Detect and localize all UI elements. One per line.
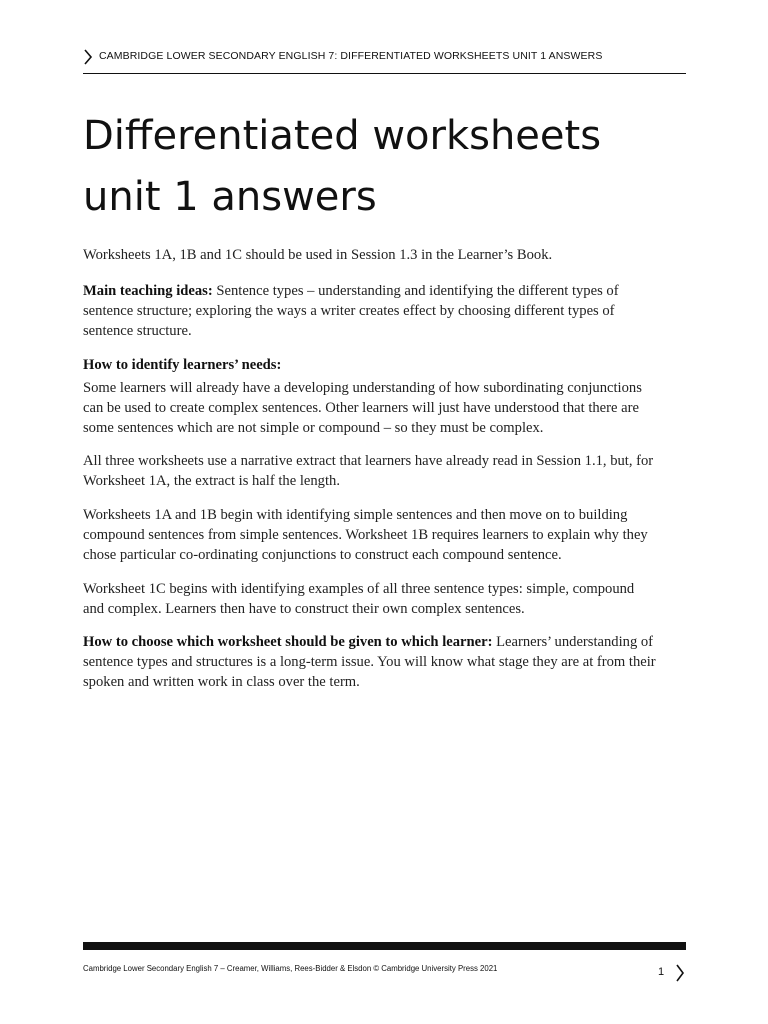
extract-paragraph: All three worksheets use a narrative extract that learners have already read in Session 1.1, but, for Worksheet 1A, the extract is half the length. <box>83 453 654 489</box>
main-teaching-ideas-label: Main teaching ideas: <box>83 283 213 299</box>
footer-rule <box>83 942 686 950</box>
running-header <box>83 47 686 74</box>
choose-worksheet-text: Learners’ understanding of sentence types and structures is a long-term issue. You will know what stage they are at from their spoken and written work in class over the term. <box>83 634 656 690</box>
needs-paragraph: Some learners will already have a developing understanding of how subordinating conjunctions can be used to create complex sentences. Other learners will just have understood that there are some sentences which are not simple or compound – so they must be complex. <box>83 380 642 436</box>
chevron-right-icon[interactable] <box>675 964 685 982</box>
page-title <box>83 106 683 228</box>
page-title-line-1: Differentiated worksheets <box>83 113 602 159</box>
page-number: 1 <box>658 966 665 978</box>
page-title-line-2: unit 1 answers <box>83 174 377 220</box>
worksheet-1c-paragraph: Worksheet 1C begins with identifying examples of all three sentence types: simple, compound and complex. Learners then have to construct their own complex sentences. <box>83 581 635 617</box>
choose-worksheet-label: How to choose which worksheet should be given to which learner: <box>83 634 493 650</box>
choose-worksheet-paragraph <box>83 632 658 692</box>
footer-copyright: Cambridge Lower Secondary English 7 – Creamer, Williams, Rees-Bidder & Elsdon © Cambridge University Press 2021 <box>83 964 498 973</box>
needs-heading-text: How to identify learners’ needs: <box>83 357 282 373</box>
main-teaching-ideas-paragraph <box>83 281 658 341</box>
worksheets-1a-1b-paragraph: Worksheets 1A and 1B begin with identifying simple sentences and then move on to building compound sentences from simple sentences. Worksheet 1B requires learners to explain why they chose particular co-ordinating conjunctions to construct each compound sentence. <box>83 507 648 563</box>
chevron-right-icon <box>83 49 93 65</box>
needs-heading <box>83 355 658 375</box>
main-teaching-ideas-text: Sentence types – understanding and identifying the different types of sentence structure; exploring the ways a writer creates effect by choosing different types of sentence structure. <box>83 283 619 339</box>
intro-paragraph: Worksheets 1A, 1B and 1C should be used in Session 1.3 in the Learner’s Book. <box>83 247 553 263</box>
document-body <box>83 245 658 692</box>
header-title: CAMBRIDGE LOWER SECONDARY ENGLISH 7: DIFFERENTIATED WORKSHEETS UNIT 1 ANSWERS <box>99 50 603 62</box>
